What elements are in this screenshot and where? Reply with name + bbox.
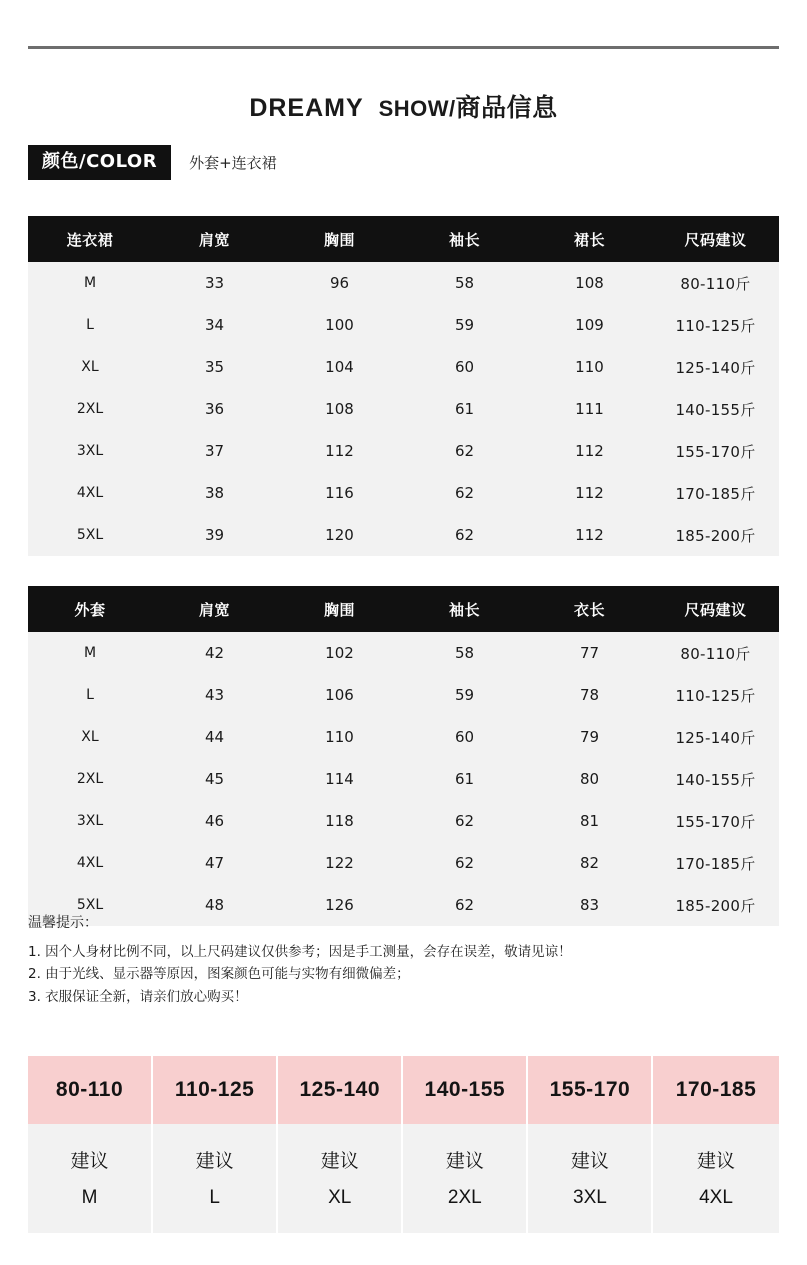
recommend-label: 建议: [70, 1150, 109, 1172]
cell-length: 109: [527, 304, 652, 346]
cell-shoulder: 44: [152, 716, 277, 758]
table-row: [28, 632, 779, 674]
table-row: [28, 842, 779, 884]
cell-size: XL: [28, 716, 152, 758]
column-header: 胸围: [277, 216, 402, 262]
table-row: [28, 346, 779, 388]
cell-shoulder: 46: [152, 800, 277, 842]
column-header: 肩宽: [152, 586, 277, 632]
cell-shoulder: 34: [152, 304, 277, 346]
recommend-label: 建议: [697, 1150, 736, 1172]
cell-size: XL: [28, 346, 152, 388]
weight-recommend: [528, 1124, 651, 1233]
cell-bust: 118: [277, 800, 402, 842]
weight-recommend: [153, 1124, 276, 1233]
cell-recommend: 155-170斤: [652, 800, 779, 842]
weight-guide-item: [653, 1056, 778, 1233]
table-header-row: [28, 216, 779, 262]
cell-shoulder: 36: [152, 388, 277, 430]
cell-size: 5XL: [28, 884, 152, 926]
column-header: 袖长: [402, 216, 527, 262]
cell-size: 2XL: [28, 388, 152, 430]
cell-bust: 100: [277, 304, 402, 346]
weight-guide-item: [403, 1056, 528, 1233]
color-value: 外套+连衣裙: [189, 154, 277, 172]
cell-shoulder: 48: [152, 884, 277, 926]
weight-guide-item: [528, 1056, 653, 1233]
color-badge: 颜色/COLOR: [28, 145, 171, 180]
column-header: 尺码建议: [652, 216, 779, 262]
top-divider: [28, 46, 779, 49]
table-header-row: [28, 586, 779, 632]
cell-shoulder: 39: [152, 514, 277, 556]
cell-recommend: 185-200斤: [652, 514, 779, 556]
table-row: [28, 758, 779, 800]
cell-size: 4XL: [28, 472, 152, 514]
cell-bust: 110: [277, 716, 402, 758]
weight-guide-item: [28, 1056, 153, 1233]
table-row: [28, 800, 779, 842]
cell-bust: 122: [277, 842, 402, 884]
cell-recommend: 110-125斤: [652, 304, 779, 346]
cell-sleeve: 59: [402, 304, 527, 346]
cell-shoulder: 43: [152, 674, 277, 716]
cell-size: L: [28, 674, 152, 716]
coat-size-table: [28, 586, 779, 926]
cell-size: L: [28, 304, 152, 346]
cell-shoulder: 37: [152, 430, 277, 472]
cell-length: 78: [527, 674, 652, 716]
cell-shoulder: 42: [152, 632, 277, 674]
recommend-size: 4XL: [699, 1187, 733, 1208]
recommend-label: 建议: [195, 1150, 234, 1172]
cell-bust: 114: [277, 758, 402, 800]
column-header: 衣长: [527, 586, 652, 632]
cell-shoulder: 38: [152, 472, 277, 514]
cell-length: 108: [527, 262, 652, 304]
weight-guide-item: [153, 1056, 278, 1233]
note-line: 3. 衣服保证全新，请亲们放心购买！: [28, 988, 248, 1005]
cell-recommend: 170-185斤: [652, 842, 779, 884]
cell-sleeve: 62: [402, 800, 527, 842]
cell-length: 112: [527, 472, 652, 514]
column-header: 外套: [28, 586, 152, 632]
cell-recommend: 125-140斤: [652, 346, 779, 388]
cell-recommend: 185-200斤: [652, 884, 779, 926]
cell-size: 3XL: [28, 430, 152, 472]
cell-recommend: 125-140斤: [652, 716, 779, 758]
column-header: 胸围: [277, 586, 402, 632]
table-row: [28, 304, 779, 346]
weight-range: 170-185: [653, 1056, 778, 1124]
weight-recommend: [403, 1124, 526, 1233]
cell-sleeve: 61: [402, 388, 527, 430]
weight-range: 125-140: [278, 1056, 401, 1124]
column-header: 尺码建议: [652, 586, 779, 632]
column-header: 裙长: [527, 216, 652, 262]
dress-size-table: [28, 216, 779, 556]
weight-recommend: [28, 1124, 151, 1233]
cell-sleeve: 62: [402, 472, 527, 514]
column-header: 肩宽: [152, 216, 277, 262]
cell-sleeve: 62: [402, 884, 527, 926]
cell-sleeve: 62: [402, 514, 527, 556]
cell-length: 112: [527, 430, 652, 472]
recommend-size: M: [81, 1187, 98, 1208]
cell-sleeve: 60: [402, 346, 527, 388]
title-cn: 商品信息: [455, 93, 558, 122]
cell-sleeve: 60: [402, 716, 527, 758]
cell-size: M: [28, 262, 152, 304]
color-row: [28, 145, 277, 180]
cell-size: 4XL: [28, 842, 152, 884]
column-header: 袖长: [402, 586, 527, 632]
cell-bust: 120: [277, 514, 402, 556]
cell-length: 79: [527, 716, 652, 758]
cell-bust: 108: [277, 388, 402, 430]
cell-sleeve: 61: [402, 758, 527, 800]
table-row: [28, 674, 779, 716]
recommend-size: 2XL: [447, 1187, 482, 1208]
cell-shoulder: 45: [152, 758, 277, 800]
weight-guide-item: [278, 1056, 403, 1233]
cell-bust: 126: [277, 884, 402, 926]
weight-range: 110-125: [153, 1056, 276, 1124]
title-brand-sub: SHOW/: [378, 96, 456, 121]
cell-length: 80: [527, 758, 652, 800]
cell-bust: 112: [277, 430, 402, 472]
cell-shoulder: 33: [152, 262, 277, 304]
cell-shoulder: 47: [152, 842, 277, 884]
cell-length: 81: [527, 800, 652, 842]
recommend-size: XL: [328, 1187, 352, 1208]
cell-length: 83: [527, 884, 652, 926]
table-row: [28, 430, 779, 472]
weight-range: 155-170: [528, 1056, 651, 1124]
cell-bust: 96: [277, 262, 402, 304]
cell-sleeve: 58: [402, 632, 527, 674]
recommend-label: 建议: [570, 1150, 609, 1172]
cell-length: 111: [527, 388, 652, 430]
cell-sleeve: 59: [402, 674, 527, 716]
cell-size: M: [28, 632, 152, 674]
page-title: [0, 88, 807, 124]
weight-guide: [28, 1056, 779, 1233]
table-row: [28, 514, 779, 556]
cell-recommend: 170-185斤: [652, 472, 779, 514]
cell-bust: 102: [277, 632, 402, 674]
cell-sleeve: 62: [402, 430, 527, 472]
recommend-label: 建议: [320, 1150, 359, 1172]
cell-recommend: 140-155斤: [652, 758, 779, 800]
cell-size: 3XL: [28, 800, 152, 842]
cell-recommend: 140-155斤: [652, 388, 779, 430]
table-row: [28, 262, 779, 304]
cell-bust: 104: [277, 346, 402, 388]
recommend-label: 建议: [445, 1150, 484, 1172]
cell-bust: 106: [277, 674, 402, 716]
weight-range: 140-155: [403, 1056, 526, 1124]
notes-title: 温馨提示：: [28, 915, 98, 931]
cell-length: 110: [527, 346, 652, 388]
cell-recommend: 80-110斤: [652, 262, 779, 304]
table-row: [28, 472, 779, 514]
recommend-size: L: [209, 1187, 220, 1208]
cell-sleeve: 58: [402, 262, 527, 304]
cell-sleeve: 62: [402, 842, 527, 884]
recommend-size: 3XL: [573, 1187, 607, 1208]
cell-length: 112: [527, 514, 652, 556]
cell-recommend: 80-110斤: [652, 632, 779, 674]
title-brand: DREAMY: [249, 94, 364, 122]
table-row: [28, 388, 779, 430]
cell-shoulder: 35: [152, 346, 277, 388]
cell-length: 77: [527, 632, 652, 674]
cell-length: 82: [527, 842, 652, 884]
cell-recommend: 155-170斤: [652, 430, 779, 472]
cell-recommend: 110-125斤: [652, 674, 779, 716]
notes-section: [28, 912, 779, 1008]
cell-size: 2XL: [28, 758, 152, 800]
cell-size: 5XL: [28, 514, 152, 556]
note-line: 1. 因个人身材比例不同，以上尺码建议仅供参考；因是手工测量，会存在误差，敬请见谅！: [28, 944, 572, 960]
weight-recommend: [653, 1124, 778, 1233]
cell-bust: 116: [277, 472, 402, 514]
weight-recommend: [278, 1124, 401, 1233]
table-row: [28, 716, 779, 758]
weight-range: 80-110: [28, 1056, 151, 1124]
note-line: 2. 由于光线、显示器等原因，图案颜色可能与实物有细微偏差；: [28, 966, 410, 983]
column-header: 连衣裙: [28, 216, 152, 262]
